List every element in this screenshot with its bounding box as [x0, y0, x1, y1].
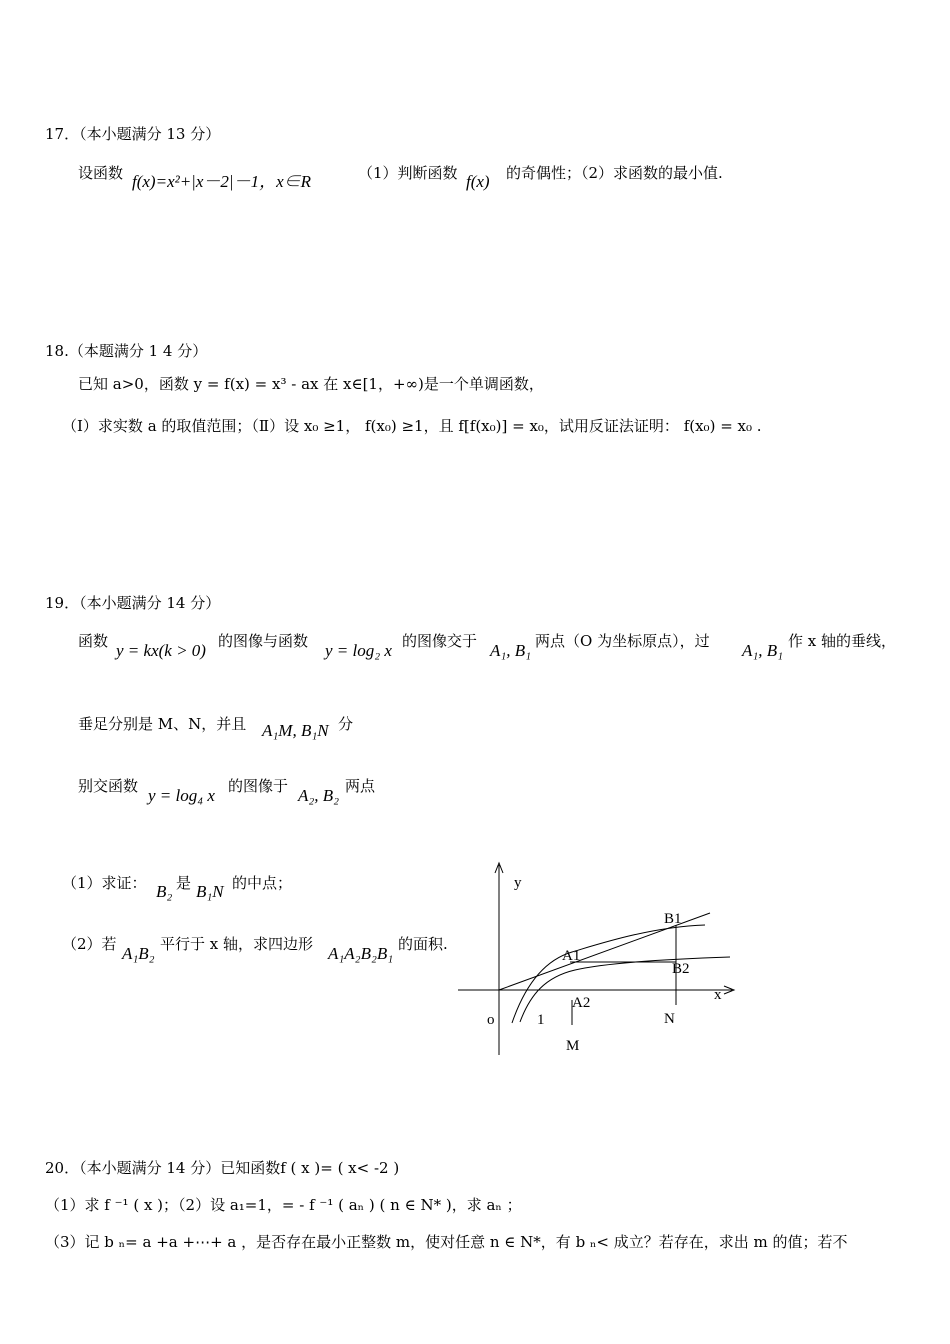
- q19-p1-a: （1）求证：: [62, 874, 147, 892]
- q17-line1-end: 的奇偶性；（2）求函数的最小值.: [506, 164, 723, 182]
- q19-p1-b1n: B₁N: [196, 882, 224, 901]
- q19-l1-b: 的图像与函数: [218, 632, 309, 650]
- q17-fx: f(x): [466, 172, 490, 191]
- q19-formula-kx: y = kx(k > 0): [116, 641, 206, 660]
- label-a2: A2: [572, 995, 591, 1011]
- q20-line3: （3）记 b ₙ= a +a +⋯+ a ，是否存在最小正整数 m，使对任意 n ∈ N*，有 b ₙ< 成立？若存在，求出 m 的值；若不: [45, 1233, 848, 1251]
- q18-header: 18.（本题满分 1 4 分）: [45, 342, 208, 360]
- q17-line1-suffix: （1）判断函数: [358, 164, 458, 182]
- q19-l2-a: 垂足分别是 M、N，并且: [78, 715, 247, 733]
- q19-p1-c: 的中点；: [232, 874, 293, 892]
- q19-l1-e: 作 x 轴的垂线，: [788, 632, 896, 650]
- label-origin: o: [487, 1012, 495, 1028]
- q19-p2-a: （2）若: [62, 935, 117, 953]
- q19-points-a1b1: A₁, B₁: [490, 641, 532, 660]
- q19-formula-a1m-b1n: A₁M, B₁N: [262, 721, 329, 740]
- label-a1: A1: [562, 948, 581, 964]
- label-x: x: [714, 987, 722, 1003]
- q19-l1-a: 函数: [78, 632, 109, 650]
- q17-formula: f(x)=x²+|x－2|－1，x∈R: [132, 172, 311, 191]
- q19-l3-c: 两点: [345, 777, 376, 795]
- q18-line2: （Ⅰ）求实数 a 的取值范围；（Ⅱ）设 x₀ ≥1， f(x₀) ≥1，且 f[f(x₀)] = x₀，试用反证法证明： f(x₀) = x₀ .: [62, 417, 762, 435]
- q19-l3-a: 别交函数: [78, 777, 139, 795]
- label-b1: B1: [664, 911, 682, 927]
- label-n: N: [664, 1011, 675, 1027]
- q19-l3-b: 的图像于: [228, 777, 289, 795]
- q19-p2-c: 的面积.: [398, 935, 448, 953]
- q19-formula-log2: y = log₂ x: [325, 641, 392, 660]
- label-m: M: [566, 1038, 580, 1054]
- q19-p1-b2: B₂: [156, 882, 173, 901]
- q19-l1-d: 两点（O 为坐标原点），过: [535, 632, 710, 650]
- q19-header: 19．（本小题满分 14 分）: [45, 594, 221, 612]
- q17-line1-prefix: 设函数: [78, 164, 124, 182]
- q19-points-a1b1-2: A₁, B₁: [742, 641, 784, 660]
- q19-p2-quad: A₁A₂B₂B₁: [328, 944, 394, 963]
- q19-p1-b: 是: [176, 874, 192, 892]
- q19-p2-a1b2: A₁B₂: [122, 944, 155, 963]
- q19-formula-log4: y = log₄ x: [148, 786, 215, 805]
- label-y: y: [514, 875, 522, 891]
- q19-p2-b: 平行于 x 轴，求四边形: [160, 935, 313, 953]
- q20-line1: 20．（本小题满分 14 分）已知函数f ( x )= ( x< -2 ): [45, 1159, 400, 1177]
- q19-l1-c: 的图像交于: [402, 632, 478, 650]
- q17-header: 17．（本小题满分 13 分）: [45, 125, 221, 143]
- q19-l2-b: 分: [338, 715, 354, 733]
- q20-line2: （1）求 f ⁻¹ ( x )；（2）设 a₁=1，= - f ⁻¹ ( aₙ ) ( n ∈ N* )，求 aₙ ；: [45, 1196, 522, 1214]
- label-one: 1: [537, 1012, 545, 1028]
- q19-points-a2b2: A₂, B₂: [298, 786, 340, 805]
- q19-figure: [450, 855, 750, 1065]
- label-b2: B2: [672, 961, 690, 977]
- q18-line1: 已知 a>0，函数 y = f(x) = x³ - ax 在 x∈[1，+∞)是一个单调函数，: [78, 375, 544, 393]
